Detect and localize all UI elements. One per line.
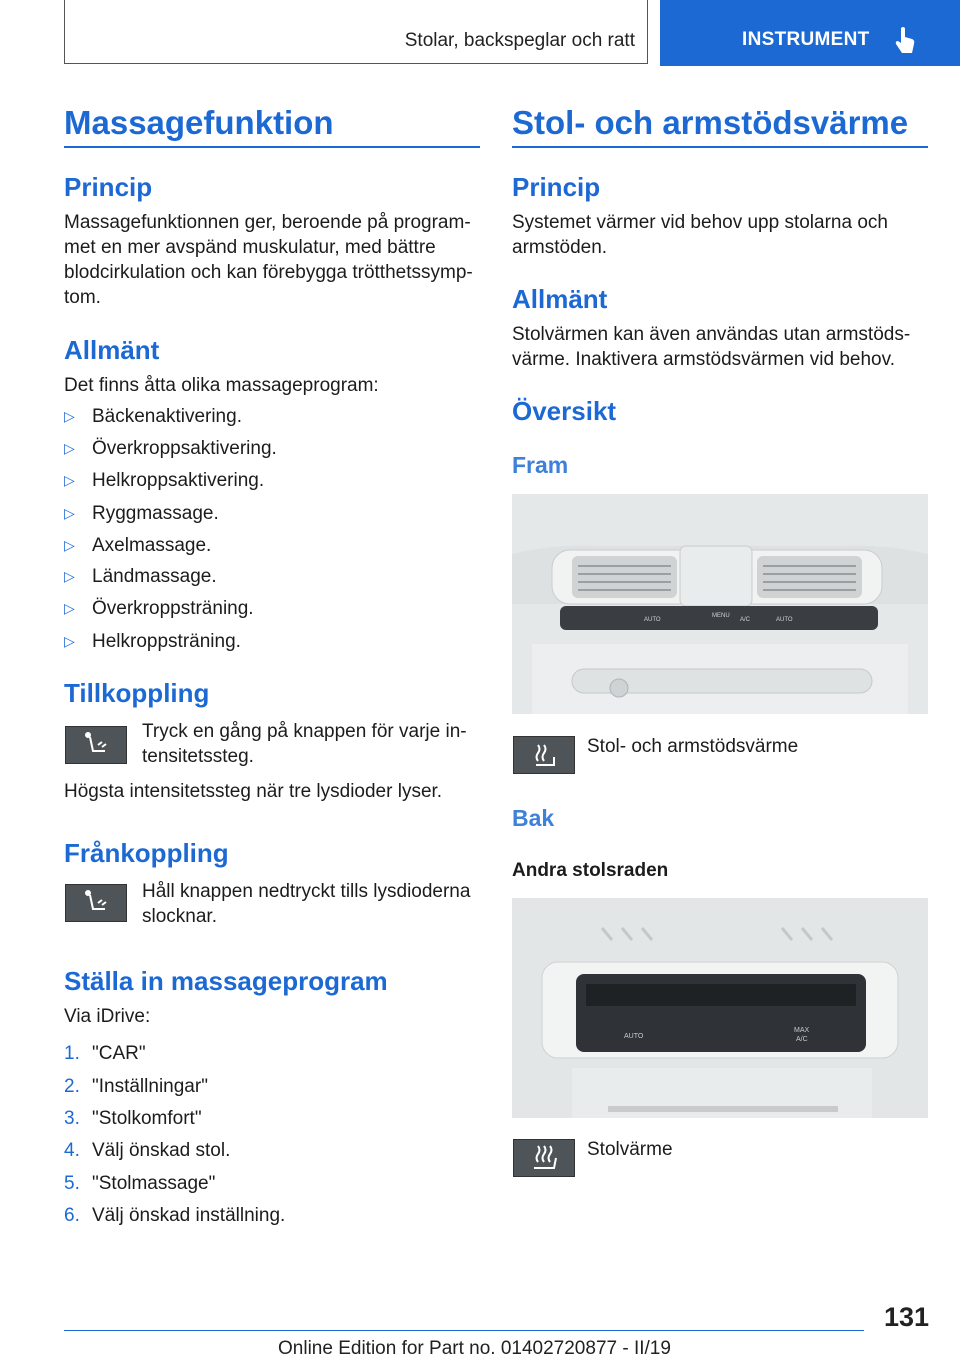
- princip-heading: Princip: [64, 172, 153, 202]
- text-line: slocknar.: [142, 906, 217, 927]
- text-line: Systemet värmer vid behov upp stolarna och: [512, 212, 888, 233]
- list-item-text: Ländmassage.: [92, 566, 217, 587]
- tillkoppling-heading: Tillkoppling: [64, 678, 210, 708]
- text-line: armstöden.: [512, 237, 608, 258]
- pointing-hand-icon: [894, 26, 916, 56]
- stalla-in-heading: Ställa in massageprogram: [64, 966, 388, 996]
- tillkoppling-text: [142, 719, 467, 769]
- step-number: 1.: [64, 1043, 80, 1064]
- seat-heating-title: Stol- och armstödsvärme: [512, 104, 909, 141]
- text-line: Tryck en gång på knappen för varje in-: [142, 721, 467, 742]
- svg-text:AUTO: AUTO: [624, 1033, 644, 1040]
- seat-heating-icon: [513, 1139, 575, 1177]
- svg-text:AUTO: AUTO: [644, 617, 661, 623]
- step-text: "CAR": [92, 1043, 146, 1064]
- fram-caption: Stol- och armstödsvärme: [587, 736, 799, 757]
- title-rule: [512, 146, 928, 148]
- idrive-intro: Via iDrive:: [64, 1006, 151, 1027]
- second-row-subheading: Andra stolsraden: [512, 860, 669, 881]
- title-rule: [64, 146, 480, 148]
- frankoppling-heading: Frånkoppling: [64, 838, 229, 868]
- princip-text: [64, 210, 484, 310]
- text-line: värme. Inaktivera armstödsvärmen vid behov.: [512, 349, 895, 370]
- header-section-title: Stolar, backspeglar och ratt: [404, 30, 635, 51]
- text-line: Stolvärmen kan även användas utan armstöds-: [512, 324, 911, 345]
- step-number: 6.: [64, 1205, 80, 1226]
- text-line: tensitetssteg.: [142, 746, 254, 767]
- step-text: "Stolkomfort": [92, 1108, 202, 1129]
- tillkoppling-note: Högsta intensitetssteg när tre lysdioder lyser.: [64, 781, 443, 802]
- list-item-text: Bäckenaktivering.: [92, 406, 242, 427]
- text-line: met en mer avspänd muskulatur, med bättre: [64, 237, 436, 258]
- footer-rule: [64, 1330, 864, 1331]
- list-item-text: Helkroppsträning.: [92, 631, 241, 652]
- list-item-text: Axelmassage.: [92, 535, 212, 556]
- header-chapter-label: INSTRUMENT: [742, 29, 870, 50]
- text-line: Håll knappen nedtryckt tills lysdioderna: [142, 881, 471, 902]
- bullet-icon: ▷: [64, 472, 75, 488]
- bullet-icon: ▷: [64, 440, 75, 456]
- massage-title: Massagefunktion: [64, 104, 334, 141]
- svg-text:A/C: A/C: [796, 1036, 808, 1043]
- bak-caption: Stolvärme: [587, 1139, 673, 1160]
- bullet-icon: ▷: [64, 505, 75, 521]
- allmant-heading: Allmänt: [64, 335, 160, 365]
- bullet-icon: ▷: [64, 537, 75, 553]
- step-number: 4.: [64, 1140, 80, 1161]
- svg-text:MAX: MAX: [794, 1027, 810, 1034]
- fram-heading: Fram: [512, 452, 569, 478]
- bullet-icon: ▷: [64, 600, 75, 616]
- bak-heading: Bak: [512, 805, 555, 831]
- list-item-text: Överkroppsträning.: [92, 598, 254, 619]
- bullet-icon: ▷: [64, 633, 75, 649]
- svg-text:A/C: A/C: [740, 617, 751, 623]
- princip-heading: Princip: [512, 172, 601, 202]
- step-number: 2.: [64, 1076, 80, 1097]
- allmant-text: [512, 322, 910, 372]
- rear-console-image: [512, 898, 928, 1118]
- step-text: "Inställningar": [92, 1076, 208, 1097]
- text-line: blodcirkulation och kan förebygga trötthetssymp-: [64, 262, 473, 283]
- bullet-icon: ▷: [64, 408, 75, 424]
- front-console-image: [512, 494, 928, 714]
- allmant-heading: Allmänt: [512, 284, 608, 314]
- svg-text:AUTO: AUTO: [776, 617, 793, 623]
- svg-text:MENU: MENU: [712, 613, 730, 619]
- step-number: 5.: [64, 1173, 80, 1194]
- page-number: 131: [884, 1302, 930, 1332]
- oversikt-heading: Översikt: [512, 396, 617, 426]
- frankoppling-text: [142, 879, 470, 929]
- bullet-icon: ▷: [64, 568, 75, 584]
- massage-button-icon: [65, 726, 127, 764]
- list-item-text: Ryggmassage.: [92, 503, 219, 524]
- step-text: Välj önskad stol.: [92, 1140, 231, 1161]
- edition-text: Online Edition for Part no. 01402720877 - II/19: [278, 1338, 671, 1359]
- allmant-text: Det finns åtta olika massageprogram:: [64, 375, 379, 396]
- list-item-text: Överkroppsaktivering.: [92, 438, 277, 459]
- step-number: 3.: [64, 1108, 80, 1129]
- step-text: "Stolmassage": [92, 1173, 216, 1194]
- seat-armrest-heating-icon: [513, 736, 575, 774]
- header-chapter-tab[interactable]: [660, 0, 960, 66]
- list-item-text: Helkroppsaktivering.: [92, 470, 265, 491]
- princip-text: [512, 210, 888, 260]
- text-line: tom.: [64, 287, 101, 308]
- text-line: Massagefunktionnen ger, beroende på program-: [64, 212, 471, 233]
- massage-button-icon: [65, 884, 127, 922]
- step-text: Välj önskad inställning.: [92, 1205, 286, 1226]
- header-section-box: [64, 0, 648, 64]
